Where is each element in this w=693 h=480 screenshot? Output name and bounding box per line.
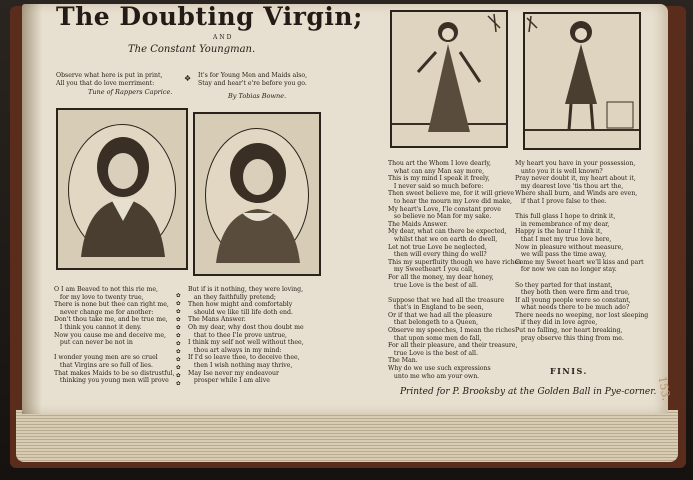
portrait-oval xyxy=(68,124,176,256)
intro-right-line: Stay and hear't e're before you go. xyxy=(198,80,307,87)
verse-column-2: But if is it nothing, they were loving, an they faithfully pretend; Then how might and comfortably should we like till life doth end. The Mans Answer. Oh my dear, why dost thou doubt me that to thee I'le prove untrue, I think my self not well without thee, thou art always in my mind: If I'd so leave thee, to deceive thee, then I wish nothing may thrive, May Ise never my endeavour prosper while I am alive xyxy=(188,286,304,385)
standing-woman-icon xyxy=(392,12,506,146)
woman-figure-icon xyxy=(206,129,310,263)
finis-label: FINIS. xyxy=(550,366,588,376)
standing-woman-woodcut xyxy=(390,10,508,148)
ornament-icon: ❖ xyxy=(184,74,192,83)
page-gutter xyxy=(22,4,42,414)
author-line: By Tobias Bowne. xyxy=(228,92,287,100)
standing-man-woodcut xyxy=(523,12,641,150)
man-figure-icon xyxy=(69,125,177,257)
standing-man-icon xyxy=(525,14,639,148)
intro-right xyxy=(198,72,307,88)
intro-right-line: It's for Young Men and Maids also, xyxy=(198,72,308,79)
portrait-oval xyxy=(205,128,309,262)
pencil-folio-number: 153. xyxy=(655,375,673,402)
portrait-woman-woodcut xyxy=(193,112,321,276)
intro-left-line: All you that do love merriment: xyxy=(56,80,155,87)
tune-line: Tune of Rappers Caprice. xyxy=(88,88,173,96)
portrait-man-woodcut xyxy=(56,108,188,270)
and-label: AND xyxy=(213,34,234,41)
verse-column-3: Thou art the Whom I love dearly, what can any Man say more, This is my mind I speak it freely, I never said so much before: Then sweet believe me, for it will grieve to hear the mourn my Love did make, My heart's Love, I'le constant prove so believe no Man for my sake. The Maids Answer. My dear, what can there be expected, whilst that we on earth do dwell, Let not true Love be neglected, then will every thing do well? This my superfluity though we have riches my Sweetheart I you call, For all the money, my dear honey, true Love is the best of all. Suppose that we had all the treasure that's in England to be seen, Or if that we had all the pleasure that belongeth to a Queen, Observe my speeches, I mean the riches that upon some men do fall, For all their pleasure, and their treasure, true Love is the best of all. The Man. Why do we use such expressions unto me who am your own. xyxy=(388,160,522,380)
ballad-subtitle: The Constant Youngman. xyxy=(128,44,256,55)
ballad-title: The Doubting Virgin; xyxy=(56,2,363,31)
verse-column-1: O I am Beaved to not this rie me, for my love to twenty true, There is none but thee can right me, never change me for another: Don't thou take me, and be true me, I think you cannot it deny. Now you cause me and deceive me, put can never be not in I wonder young men are so cruel that Virgins are so full of lies. That makes Maids to be so distrustful, thinking you young men will prove xyxy=(54,286,175,385)
intro-left xyxy=(56,72,162,88)
ornament-column-icon: ✿ ✿ ✿ ✿ ✿ ✿ ✿ ✿ ✿ ✿ ✿ ✿ xyxy=(176,293,181,387)
imprint-line: Printed for P. Brooksby at the Golden Ball in Pye-corner. xyxy=(400,387,657,397)
intro-left-line: Observe what here is put in print, xyxy=(56,72,163,79)
verse-column-4: My heart you have in your possession, unto you it is well known? Pray never doubt it, my heart about it, my dearest love 'tis thou art the, Where shall burn, and Winds are even, if that I prove false to thee. This full glass I hope to drink it, in remembrance of my dear, Happy is the hour I think it, that I met my true love here, Now in pleasure without measure, we will pass the time away, Come my Sweet heart we'll kiss and part for now we can no longer stay. So they parted for that instant, they both then were firm and true, If all young people were so constant, what needs there to be much ado? There needs no weeping, nor lost sleeping if they did in love agree, Put no falling, nor heart breaking, pray observe this thing from me. xyxy=(515,160,649,342)
page-edges xyxy=(16,410,678,462)
